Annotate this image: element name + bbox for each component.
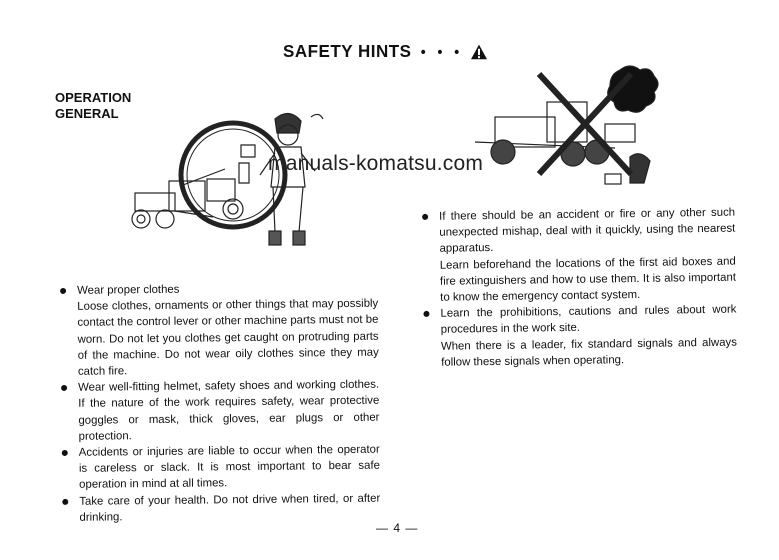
list-item <box>58 280 379 381</box>
list-item <box>60 490 380 526</box>
left-text-column <box>58 280 381 526</box>
item-text: Loose clothes, ornaments or other things that may possibly contact the control lever or other machine parts must not be worn. Do not let you clothes get caught on protruding parts of the machine. Do not wear oily clothes since they may catch fire. <box>77 297 379 378</box>
bullet-icon <box>423 311 429 317</box>
list-item <box>60 442 380 494</box>
item-text: Accidents or injuries are liable to occur when the operator is careless or slack. It is most important to bear safe operation in mind at all times. <box>78 443 380 492</box>
item-text: Wear well-fitting helmet, safety shoes and working clothes. If the nature of the work requires safety, wear protective goggles or mask, thick gloves, ear plugs or other protection. <box>78 378 380 443</box>
page-number: — 4 — <box>376 521 419 535</box>
title-dots: • • • <box>420 43 464 61</box>
item-text: If there should be an accident or fire or any other such unexpected mishap, deal with it quickly, using the nearest apparatus. <box>439 206 736 256</box>
bullet-icon <box>61 385 67 391</box>
list-item <box>420 205 736 307</box>
bullet-icon <box>62 499 68 505</box>
section-title: OPERATION <box>55 90 132 105</box>
list-item <box>421 302 737 371</box>
item-text: Learn the prohibitions, cautions and rules about work procedures in the work site. <box>440 303 737 337</box>
accident-illustration <box>455 62 670 197</box>
item-text: Take care of your health. Do not drive when tired, or after drinking. <box>79 492 381 524</box>
bullet-icon <box>60 288 66 294</box>
section-heading <box>55 90 131 122</box>
item-heading: Wear proper clothes <box>77 283 180 297</box>
item-text: When there is a leader, fix standard signals and always follow these signals when operating. <box>440 336 737 369</box>
title-text: SAFETY HINTS <box>283 41 412 62</box>
worker-illustration <box>125 105 325 270</box>
bullet-icon <box>62 450 68 456</box>
right-text-column <box>420 205 737 371</box>
bullet-icon <box>422 214 428 220</box>
item-text: Learn beforehand the locations of the first aid boxes and fire extinguishers and how to use them. It is also important to know the emergency contact system. <box>439 255 737 304</box>
watermark: manuals-komatsu.com <box>268 152 484 175</box>
section-subtitle: GENERAL <box>55 106 119 121</box>
list-item <box>59 377 380 445</box>
